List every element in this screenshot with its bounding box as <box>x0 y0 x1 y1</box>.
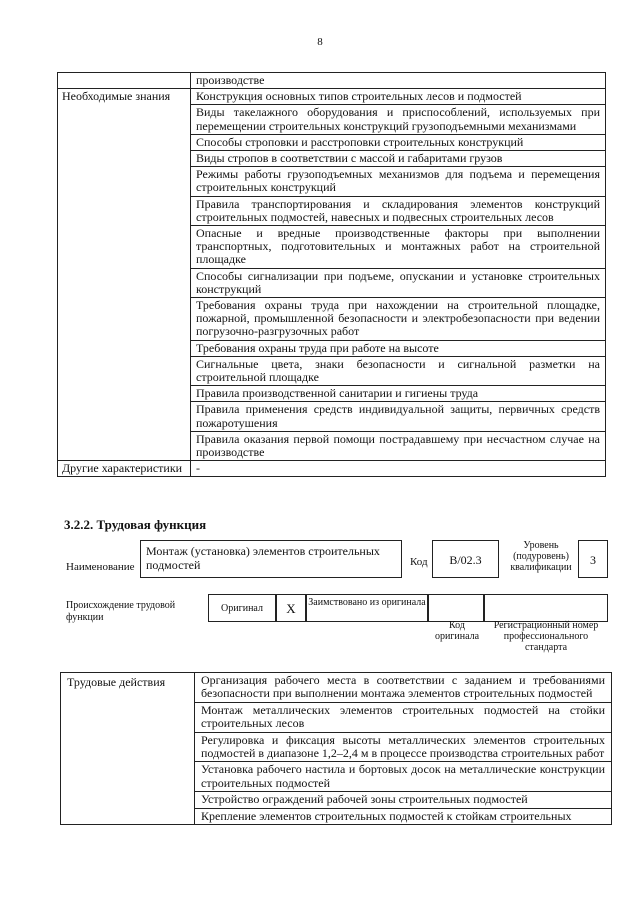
row-label-other: Другие характеристики <box>58 461 191 477</box>
table-cell: Правила транспортирования и складирования элементов конструкций строительных подмостей, навесных и подвесных строительных лесов <box>191 196 606 225</box>
knowledge-table <box>57 72 606 477</box>
table-cell: Опасные и вредные производственные факторы при выполнении транспортных, подготовительных и монтажных работ на строительной площадке <box>191 226 606 269</box>
table-cell: Способы строповки и расстроповки строительных конструкций <box>191 134 606 150</box>
table-cell: Конструкция основных типов строительных лесов и подмостей <box>191 89 606 105</box>
table-cell: Требования охраны труда при работе на высоте <box>191 340 606 356</box>
table-cell: Виды стропов в соответствии с массой и габаритами грузов <box>191 151 606 167</box>
table-cell: Организация рабочего места в соответствии с заданием и требованиями безопасности при выполнении монтажа элементов строительных подмостей <box>195 673 612 703</box>
row-label-knowledge: Необходимые знания <box>58 89 191 461</box>
table-cell: Требования охраны труда при нахождении на строительной площадке, пожарной, промышленной безопасности и электробезопасности при ведении погрузочно-разгрузочных работ <box>191 298 606 341</box>
table-cell: Правила производственной санитарии и гигиены труда <box>191 386 606 402</box>
original-label: Оригинал <box>208 594 276 622</box>
table-cell: Устройство ограждений рабочей зоны строительных подмостей <box>195 792 612 808</box>
origin-code-label: Код оригинала <box>434 620 480 642</box>
origin-code-cell <box>428 594 484 622</box>
reg-number-label: Регистрационный номер профессионального стандарта <box>493 620 599 653</box>
section-heading: 3.2.2. Трудовая функция <box>64 517 207 532</box>
name-value: Монтаж (установка) элементов строительных подмостей <box>140 540 402 578</box>
origin-label: Происхождение трудовой функции <box>66 600 176 623</box>
name-label: Наименование <box>66 561 135 573</box>
row-label-actions: Трудовые действия <box>61 673 195 825</box>
table-cell: - <box>191 461 606 477</box>
table-cell: Установка рабочего настила и бортовых досок на металлические конструкции строительных подмостей <box>195 762 612 792</box>
reg-number-cell <box>484 594 608 622</box>
level-label: Уровень (подуровень) квалификации <box>510 540 572 573</box>
table-cell: Правила оказания первой помощи пострадавшему при несчастном случае на производстве <box>191 431 606 460</box>
code-label: Код <box>410 556 428 568</box>
original-mark: X <box>276 594 306 622</box>
table-cell: производстве <box>191 73 606 89</box>
borrowed-label: Заимствовано из оригинала <box>306 594 428 622</box>
table-cell: Сигнальные цвета, знаки безопасности и сигнальной разметки на строительной площадке <box>191 356 606 385</box>
table-cell: Регулировка и фиксация высоты металлических элементов строительных подмостей в диапазоне 1,2–2,4 м в процессе производства строительных работ <box>195 732 612 762</box>
table-cell: Крепление элементов строительных подмостей к стойкам строительных <box>195 808 612 824</box>
table-cell: Способы сигнализации при подъеме, опускании и установке строительных конструкций <box>191 268 606 297</box>
code-value: B/02.3 <box>432 540 499 578</box>
empty-cell <box>58 73 191 89</box>
table-cell: Правила применения средств индивидуальной защиты, первичных средств пожаротушения <box>191 402 606 431</box>
level-value: 3 <box>578 540 608 578</box>
actions-table <box>60 672 612 825</box>
page-number: 8 <box>317 36 323 48</box>
table-cell: Виды такелажного оборудования и приспособлений, используемых при перемещении строительных конструкций грузоподъемными механизмами <box>191 105 606 134</box>
table-cell: Монтаж металлических элементов строительных подмостей на стойки строительных лесов <box>195 702 612 732</box>
table-cell: Режимы работы грузоподъемных механизмов для подъема и перемещения строительных конструкций <box>191 167 606 196</box>
